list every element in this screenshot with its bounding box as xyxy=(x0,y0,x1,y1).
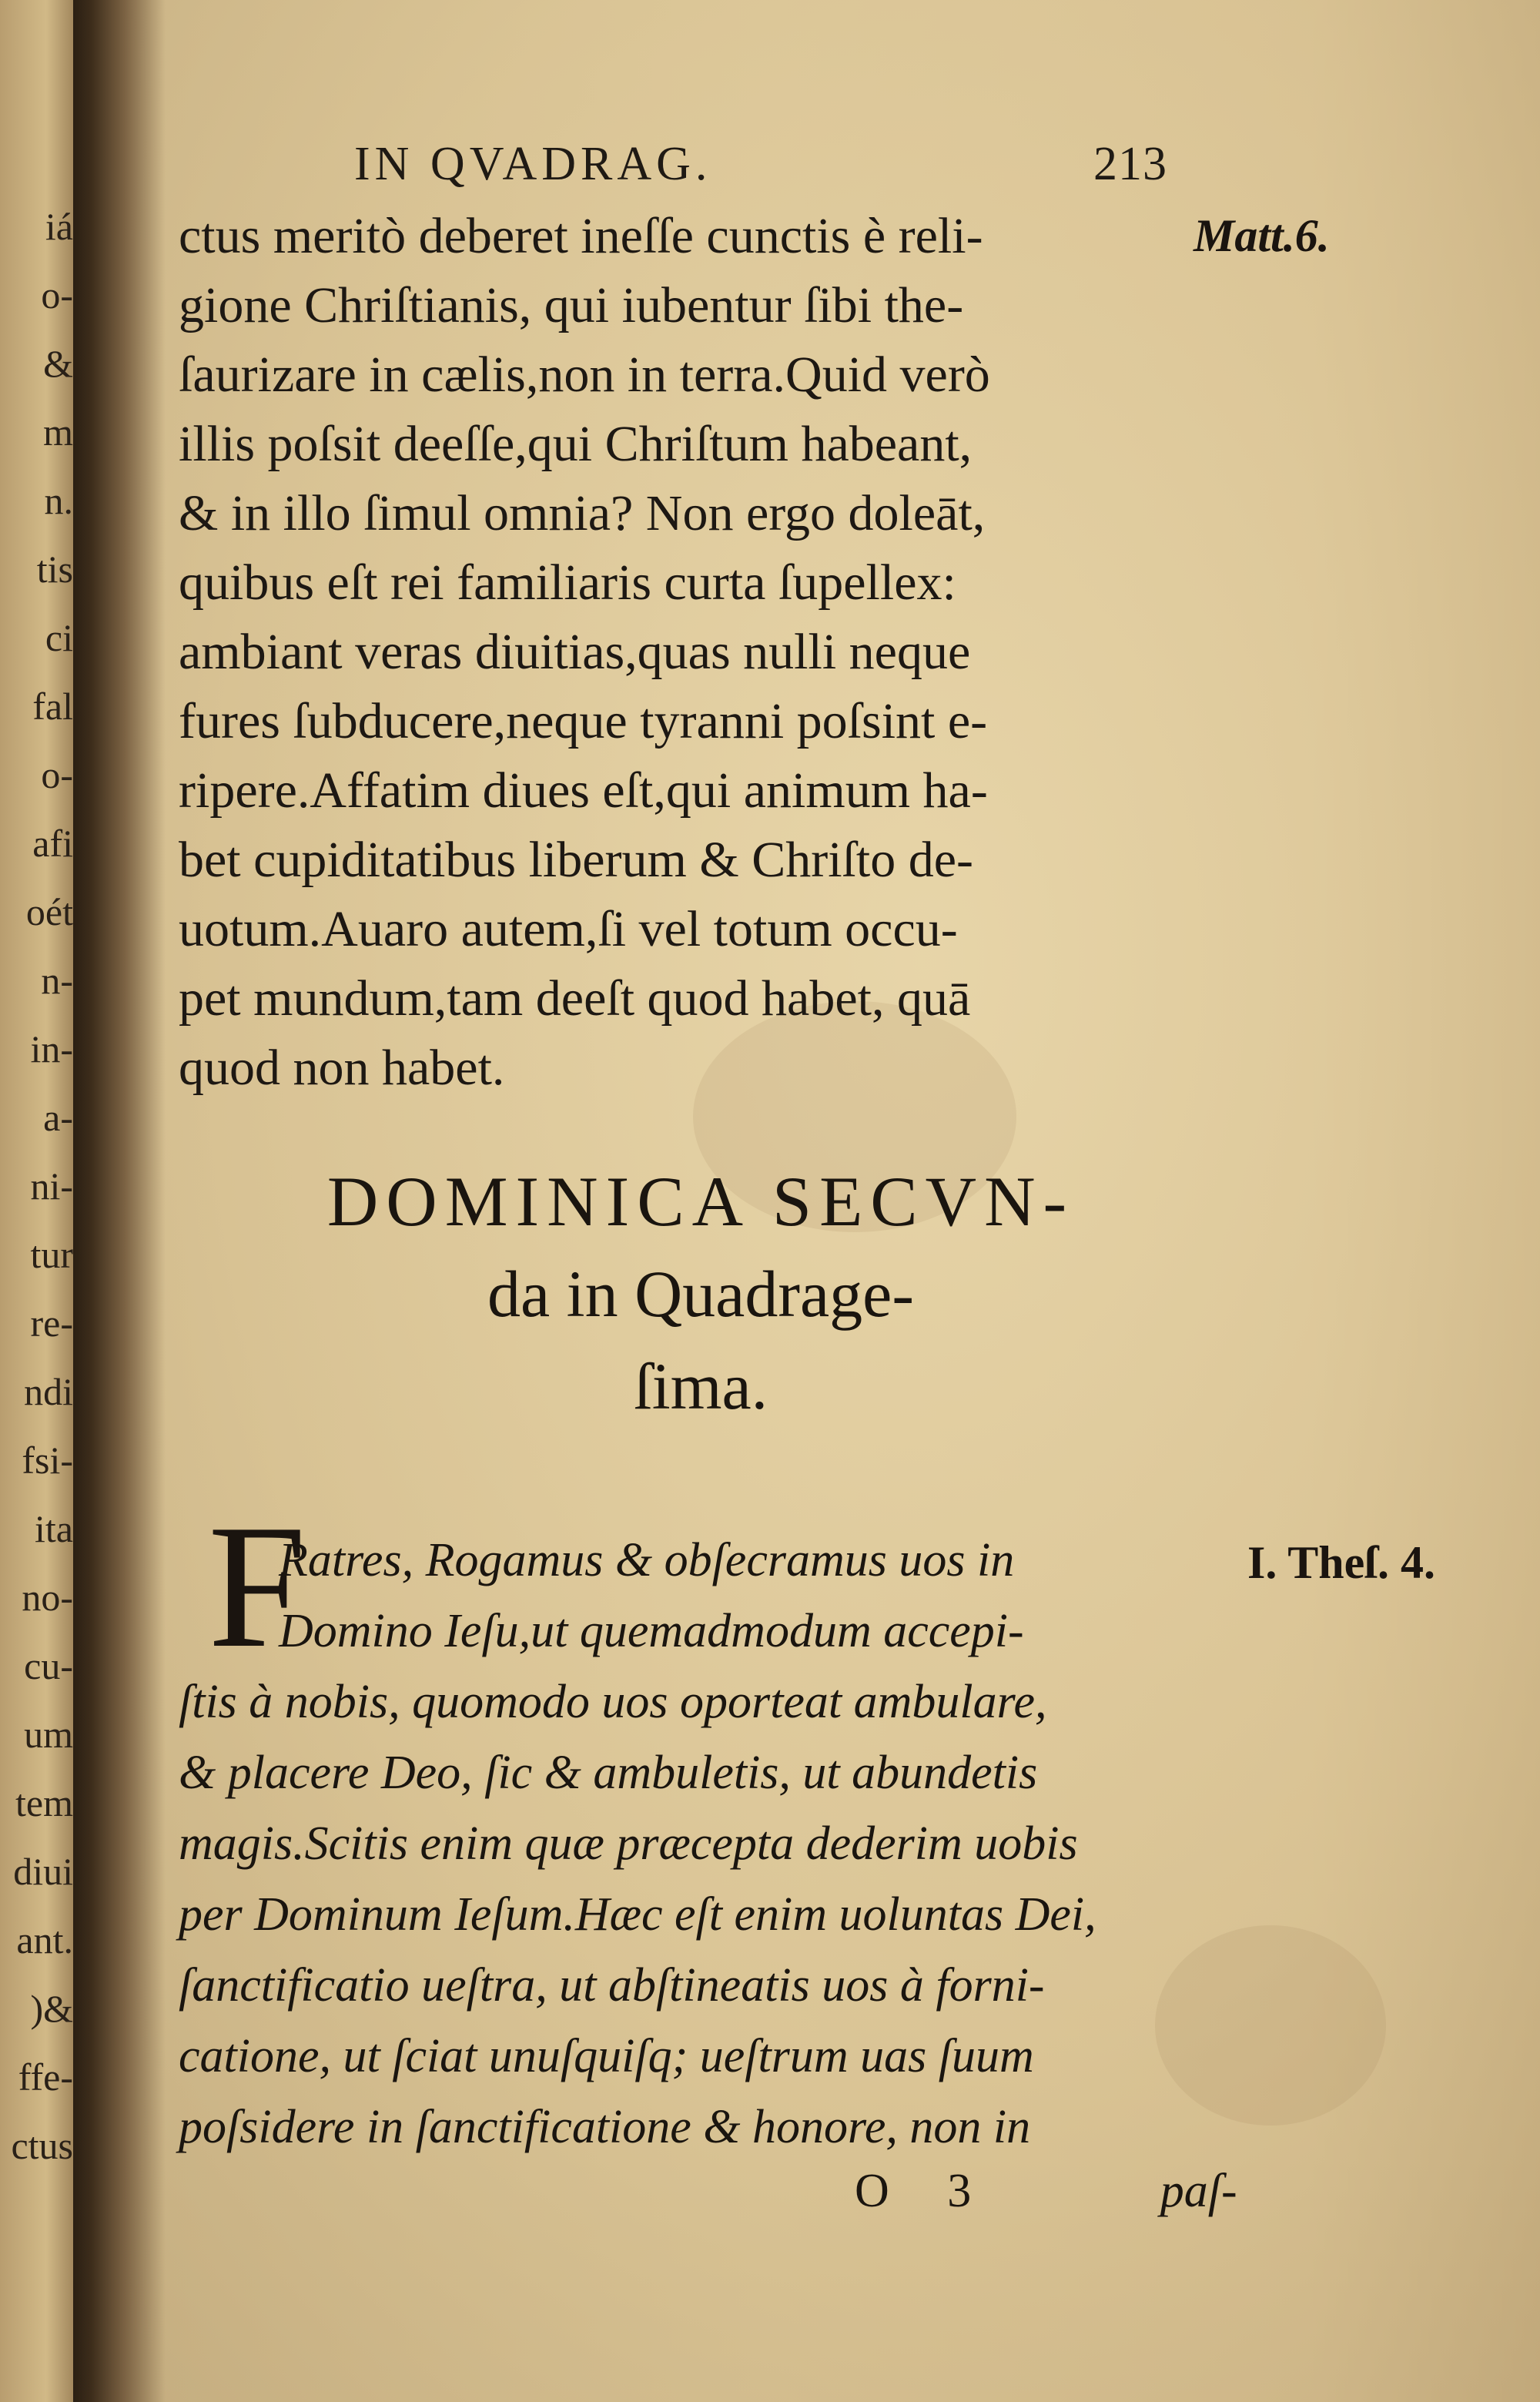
signature-mark: O 3 xyxy=(855,2165,995,2217)
facing-page-fragment: fal xyxy=(32,685,73,728)
text-line: ſaurizare in cælis,non in terra.Quid verò xyxy=(179,347,990,403)
facing-page-fragment: iá xyxy=(45,205,73,248)
text-line: & placere Deo, ſic & ambuletis, ut abundetis xyxy=(179,1747,1038,1799)
page-number: 213 xyxy=(1093,138,1167,190)
heading-line-3: ſima. xyxy=(633,1349,768,1423)
facing-page-fragment: afi xyxy=(32,822,73,865)
facing-page-fragment: fsi- xyxy=(22,1439,73,1482)
facing-page-fragment: no- xyxy=(22,1576,73,1619)
text-line: & in illo ſimul omnia? Non ergo doleāt, xyxy=(179,485,986,541)
text-line: Domino Ieſu,ut quemadmodum accepi- xyxy=(279,1605,1024,1657)
facing-page-fragment: tur xyxy=(30,1233,73,1276)
text-line: bet cupiditatibus liberum & Chriſto de- xyxy=(179,832,973,888)
facing-page-fragment: um xyxy=(24,1713,73,1756)
text-line: catione, ut ſciat unuſquiſq; ueſtrum uas ſuum xyxy=(179,2030,1034,2082)
text-line: ſanctificatio ueſtra, ut abſtineatis uos à forni- xyxy=(179,1959,1045,2012)
text-line: illis poſsit deeſſe,qui Chriſtum habeant, xyxy=(179,416,973,472)
facing-page-fragment: n. xyxy=(44,479,73,522)
facing-page-fragment: ndi xyxy=(24,1370,73,1413)
facing-page-fragments xyxy=(0,193,73,2180)
facing-page-fragment: a- xyxy=(43,1096,73,1139)
text-line: quibus eſt rei familiaris curta ſupellex: xyxy=(179,554,956,611)
facing-page-fragment: in- xyxy=(30,1027,73,1070)
text-line: ctus meritò deberet ineſſe cunctis è reli- xyxy=(179,208,983,264)
facing-page-fragment: )& xyxy=(30,1987,73,2030)
text-line: Ratres, Rogamus & obſecramus uos in xyxy=(279,1534,1015,1586)
facing-page-fragment: re- xyxy=(30,1302,73,1345)
facing-page-fragment: ci xyxy=(45,616,73,659)
facing-page-fragment: ant. xyxy=(16,1918,73,1961)
facing-page-fragment: oét xyxy=(25,890,73,933)
facing-page-fragment: o- xyxy=(41,273,73,317)
heading-line-2: da in Quadrage- xyxy=(487,1257,914,1331)
text-line: ambiant veras diuitias,quas nulli neque xyxy=(179,624,971,680)
facing-page-fragment: & xyxy=(43,342,73,385)
text-line: poſsidere in ſanctificatione & honore, non in xyxy=(179,2101,1031,2153)
catchword: paſ- xyxy=(1160,2165,1237,2217)
page-footer xyxy=(855,2164,1237,2219)
facing-page-fragment: m xyxy=(43,410,73,454)
facing-page-fragment: diui xyxy=(13,1850,73,1893)
drop-cap: F xyxy=(208,1488,306,1684)
section-heading xyxy=(223,1155,1178,1432)
facing-page-fragment: ita xyxy=(35,1507,73,1550)
text-line: magis.Scitis enim quæ præcepta dederim uobis xyxy=(179,1817,1078,1870)
marginal-note-matthew: Matt.6. xyxy=(1194,210,1330,261)
marginal-note-thessalonians: I. Theſ. 4. xyxy=(1247,1537,1435,1588)
text-line: per Dominum Ieſum.Hæc eſt enim uoluntas Dei, xyxy=(179,1888,1096,1941)
top-text-block xyxy=(179,202,1210,1103)
facing-page-fragment: n- xyxy=(41,959,73,1002)
facing-page-fragment: ctus xyxy=(11,2124,73,2167)
running-header xyxy=(354,137,1186,199)
text-line: gione Chriſtianis, qui iubentur ſibi the- xyxy=(179,277,964,333)
text-line: ripere.Affatim diues eſt,qui animum ha- xyxy=(179,762,988,819)
epistle-text-block xyxy=(179,1525,1226,2162)
text-line: ſtis à nobis, quomodo uos oporteat ambulare, xyxy=(179,1676,1047,1728)
text-line: quod non habet. xyxy=(179,1040,505,1096)
book-gutter xyxy=(73,0,166,2402)
text-line: pet mundum,tam deeſt quod habet, quā xyxy=(179,970,971,1027)
facing-page-fragment: o- xyxy=(41,753,73,796)
running-title: IN QVADRAG. xyxy=(354,138,712,190)
facing-page-fragment: cu- xyxy=(24,1644,73,1687)
facing-page-fragment: ffe- xyxy=(18,2055,73,2099)
facing-page-fragment: tis xyxy=(36,548,73,591)
facing-page-fragment: tem xyxy=(15,1781,73,1824)
text-line: uotum.Auaro autem,ſi vel totum occu- xyxy=(179,901,958,957)
text-line: fures ſubducere,neque tyranni poſsint e- xyxy=(179,693,988,749)
heading-line-1: DOMINICA SECVN- xyxy=(326,1162,1075,1241)
facing-page-fragment: ni- xyxy=(30,1164,73,1208)
